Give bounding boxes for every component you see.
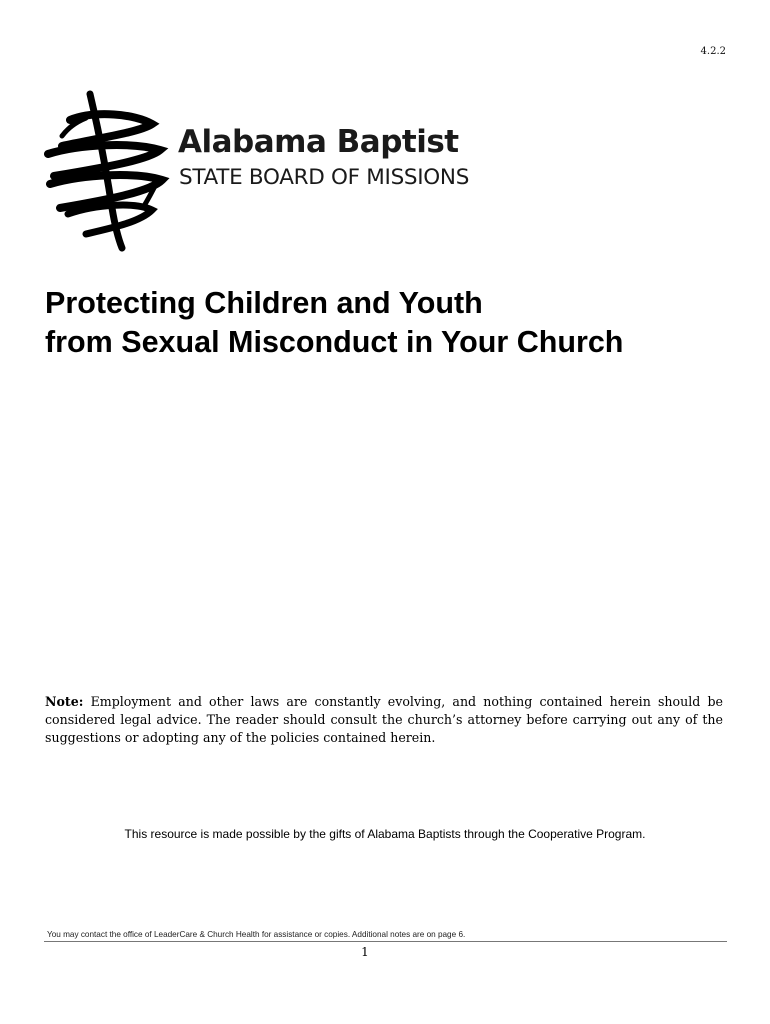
baptist-globe-cross-icon — [40, 88, 170, 253]
title-line-1: Protecting Children and Youth — [45, 286, 483, 320]
organization-subtitle: STATE BOARD OF MISSIONS — [179, 165, 470, 190]
footer-divider — [44, 941, 727, 942]
organization-name: Alabama Baptist — [178, 124, 459, 160]
legal-note — [45, 693, 723, 747]
note-text: Employment and other laws are constantly evolving, and nothing contained herein should be considered legal advice. The reader should consult the church’s attorney before carrying out any of the suggestions or adopting any of the policies contained herein. — [45, 694, 723, 745]
page-number: 1 — [361, 945, 369, 959]
title-line-2: from Sexual Misconduct in Your Church — [45, 325, 624, 359]
funding-statement: This resource is made possible by the gifts of Alabama Baptists through the Cooperative Program. — [124, 827, 646, 841]
organization-logo — [40, 88, 490, 258]
footer-contact-note: You may contact the office of LeaderCare & Church Health for assistance or copies. Additional notes are on page 6. — [47, 930, 466, 939]
document-title — [45, 284, 745, 362]
document-version: 4.2.2 — [700, 46, 726, 57]
note-label: Note: — [45, 694, 84, 709]
